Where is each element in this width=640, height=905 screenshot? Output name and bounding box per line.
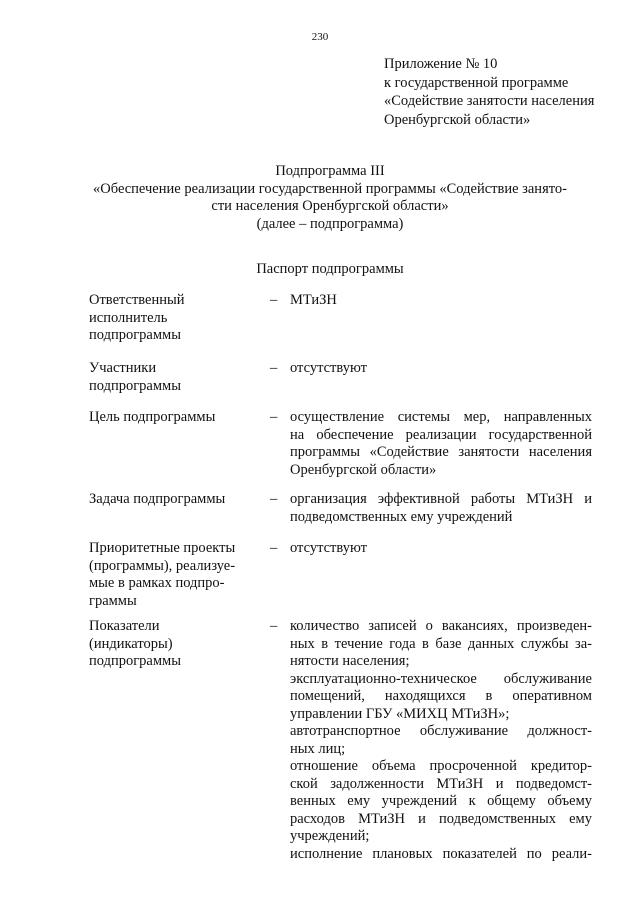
row-label (89, 292, 259, 345)
value-line: венных ему учреждений к общему объему (290, 793, 592, 809)
value-line: исполнение плановых показателей по реали- (290, 845, 592, 862)
appendix-line: к государственной программе (384, 74, 569, 91)
value-line: осуществление системы мер, направленных (290, 409, 592, 425)
appendix-line: «Содействие занятости населения (384, 93, 595, 109)
dash: – (270, 292, 278, 308)
value-line: на обеспечение реализации государственной (290, 426, 592, 443)
value-line: ской задолженности МТиЗН и подведомст- (290, 775, 592, 792)
label-line: Приоритетные проекты (89, 540, 236, 556)
appendix-line: Оренбургской области» (384, 111, 531, 128)
row-label (89, 618, 259, 671)
row-label (89, 540, 259, 610)
title-line: «Обеспечение реализации государственной программы «Содействие занято- (93, 180, 567, 197)
value-line: отсутствуют (290, 360, 367, 376)
row-value (290, 292, 592, 310)
value-line: учреждений; (290, 828, 370, 844)
value-line: управлении ГБУ «МИХЦ МТиЗН»; (290, 705, 510, 722)
row-value (290, 540, 592, 558)
label-line: (программы), реализуе- (89, 557, 236, 574)
value-line: количество записей о вакансиях, произведен- (290, 618, 592, 634)
row-value (290, 491, 592, 526)
label-line: Участники (89, 360, 157, 376)
appendix-header (384, 55, 634, 129)
appendix-line: Приложение № 10 (384, 56, 498, 72)
title-line: (далее – подпрограмма) (256, 215, 404, 232)
value-line: расходов МТиЗН и подведомственных ему (290, 810, 592, 827)
value-line: отсутствуют (290, 540, 367, 556)
value-line: автотранспортное обслуживание должност- (290, 723, 592, 739)
page-number: 230 (311, 31, 329, 43)
label-line: подпрограммы (89, 377, 181, 394)
label-line: Задача подпрограммы (89, 491, 226, 507)
dash: – (270, 618, 278, 634)
value-line: отношение объема просроченной кредитор- (290, 758, 592, 774)
label-line: граммы (89, 592, 137, 609)
value-line: подведомственных ему учреждений (290, 508, 513, 525)
value-line: эксплуатационно-техническое обслуживание (290, 670, 592, 687)
label-line: подпрограммы (89, 653, 181, 669)
row-value (290, 360, 592, 378)
label-line: Цель подпрограммы (89, 409, 216, 425)
row-value (290, 618, 592, 863)
value-line: организация эффективной работы МТиЗН и (290, 491, 592, 507)
value-line: программы «Содействие занятости населения (290, 444, 592, 460)
row-label (89, 360, 259, 395)
value-line: МТиЗН (290, 292, 337, 308)
row-value (290, 409, 592, 479)
value-line: Оренбургской области» (290, 461, 437, 478)
value-line: ных лиц; (290, 740, 346, 757)
label-line: Ответственный (89, 292, 185, 308)
label-line: (индикаторы) (89, 635, 173, 652)
value-line: ных в течение года в базе данных службы за- (290, 635, 592, 652)
dash: – (270, 491, 278, 507)
dash: – (270, 360, 278, 376)
row-label (89, 491, 259, 509)
row-label (89, 409, 259, 427)
label-line: мые в рамках подпро- (89, 575, 225, 591)
title-line: Подпрограмма III (275, 163, 385, 179)
label-line: подпрограммы (89, 327, 181, 343)
dash: – (270, 409, 278, 425)
subprogram-title (80, 163, 580, 233)
passport-title: Паспорт подпрограммы (256, 261, 404, 277)
dash: – (270, 540, 278, 556)
label-line: Показатели (89, 618, 160, 634)
title-line: сти населения Оренбургской области» (211, 198, 449, 214)
label-line: исполнитель (89, 309, 168, 326)
value-line: помещений, находящихся в оперативном (290, 688, 592, 704)
value-line: нятости населения; (290, 653, 410, 669)
